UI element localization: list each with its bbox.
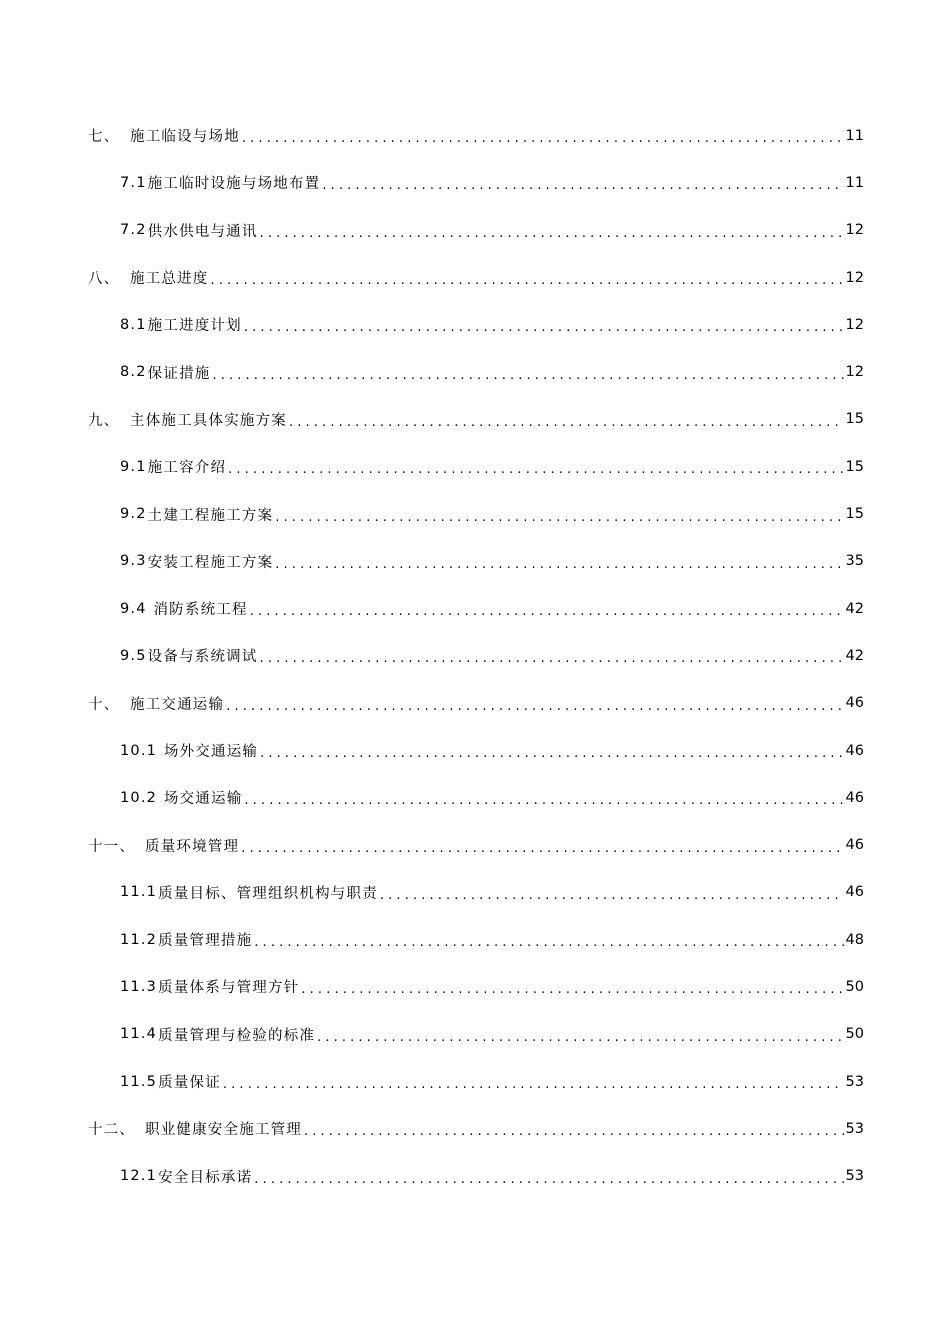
toc-entry[interactable] [0, 869, 950, 916]
toc-entry-page: 46 [845, 789, 864, 806]
toc-entry[interactable] [0, 1058, 950, 1105]
toc-entry-page: 53 [845, 1168, 864, 1185]
toc-entry-page: 11 [845, 127, 864, 144]
toc-entry-page: 12 [845, 316, 864, 333]
toc-entry[interactable] [0, 585, 950, 632]
toc-entry-page: 46 [845, 742, 864, 759]
toc-entry[interactable] [0, 159, 950, 206]
toc-entry-page: 50 [845, 1026, 864, 1043]
toc-entry-page: 11 [845, 174, 864, 191]
toc-entry[interactable] [0, 1153, 950, 1200]
table-of-contents [0, 112, 950, 1200]
toc-entry-title: 施工总进度 [130, 271, 209, 288]
toc-entry-title: 施工临设与场地 [130, 129, 240, 146]
toc-entry-title: 安装工程施工方案 [147, 554, 274, 571]
toc-entry-page: 53 [845, 1120, 864, 1137]
toc-entry[interactable] [0, 774, 950, 821]
toc-entry-page: 48 [845, 931, 864, 948]
toc-entry-title: 施工进度计划 [147, 318, 242, 335]
toc-entry-page: 15 [845, 506, 864, 523]
toc-entry-title: 质量目标、管理组织机构与职责 [158, 885, 378, 902]
dot-leader [322, 178, 843, 193]
toc-entry-title: 消防系统工程 [153, 602, 248, 619]
toc-entry-page: 50 [845, 978, 864, 995]
dot-leader [244, 793, 843, 808]
toc-entry-number: 11.3 [120, 978, 158, 995]
toc-entry[interactable] [0, 348, 950, 395]
toc-entry-title: 安全目标承诺 [158, 1169, 253, 1186]
dot-leader [260, 226, 844, 241]
toc-entry-number: 十一、 [88, 838, 136, 855]
toc-entry-title: 场外交通运输 [163, 744, 259, 760]
toc-entry-title: 质量环境管理 [145, 838, 240, 855]
toc-entry-page: 42 [845, 600, 864, 617]
toc-entry[interactable] [0, 727, 950, 774]
toc-entry-number: 十二、 [88, 1122, 136, 1139]
toc-entry-number: 11.5 [120, 1073, 158, 1090]
toc-entry-title: 供水供电与通讯 [147, 223, 258, 240]
dot-leader [211, 273, 844, 288]
toc-entry[interactable] [0, 301, 950, 348]
toc-entry-number: 7.1 [120, 174, 147, 191]
toc-entry-page: 46 [845, 837, 864, 854]
toc-entry-title: 职业健康安全施工管理 [145, 1122, 302, 1139]
toc-entry-number: 11.1 [120, 884, 158, 901]
toc-entry-number: 8.1 [120, 316, 147, 333]
toc-entry-number: 11.4 [120, 1026, 158, 1043]
toc-entry-page: 46 [845, 695, 864, 712]
toc-entry-number: 八、 [88, 271, 120, 288]
toc-entry-title: 质量体系与管理方针 [158, 980, 300, 997]
toc-entry-page: 42 [845, 647, 864, 664]
dot-leader [380, 888, 844, 903]
toc-entry-title: 场交通运输 [163, 791, 243, 808]
dot-leader [250, 604, 844, 619]
toc-entry-page: 12 [845, 222, 864, 239]
toc-entry[interactable] [0, 1105, 950, 1152]
dot-leader [289, 415, 844, 430]
toc-entry-page: 46 [845, 884, 864, 901]
dot-leader [228, 462, 843, 477]
toc-entry-number: 11.2 [120, 931, 158, 948]
toc-entry-page: 12 [845, 269, 864, 286]
toc-entry[interactable] [0, 207, 950, 254]
toc-entry[interactable] [0, 254, 950, 301]
dot-leader [301, 982, 843, 997]
toc-entry-title: 土建工程施工方案 [147, 507, 274, 524]
toc-entry-title: 质量保证 [158, 1075, 221, 1092]
toc-entry[interactable] [0, 396, 950, 443]
toc-entry-number: 9.1 [120, 458, 147, 475]
toc-entry-page: 53 [845, 1073, 864, 1090]
toc-entry-title: 施工容介绍 [147, 460, 227, 477]
toc-entry-number: 7.2 [120, 222, 147, 239]
dot-leader [244, 320, 844, 335]
toc-entry-title: 保证措施 [147, 365, 211, 382]
dot-leader [226, 699, 843, 714]
dot-leader [260, 746, 843, 761]
dot-leader [254, 935, 843, 950]
dot-leader [304, 1124, 844, 1139]
dot-leader [275, 557, 843, 572]
toc-entry-number: 8.2 [120, 364, 147, 381]
toc-entry[interactable] [0, 1011, 950, 1058]
toc-entry-page: 15 [845, 411, 864, 428]
toc-entry[interactable] [0, 916, 950, 963]
toc-entry-number: 九、 [88, 412, 120, 429]
dot-leader [212, 368, 843, 383]
toc-entry-number: 七、 [88, 129, 120, 146]
dot-leader [260, 651, 844, 666]
toc-entry[interactable] [0, 538, 950, 585]
toc-entry[interactable] [0, 443, 950, 490]
toc-entry-number: 9.2 [120, 506, 147, 523]
toc-entry-page: 15 [845, 458, 864, 475]
dot-leader [317, 1030, 843, 1045]
toc-entry-number: 10.2 [120, 789, 163, 806]
toc-entry-page: 12 [845, 364, 864, 381]
toc-entry-number: 12.1 [120, 1168, 158, 1185]
toc-entry-title: 施工交通运输 [130, 696, 225, 713]
toc-entry-title: 主体施工具体实施方案 [130, 412, 287, 429]
dot-leader [241, 841, 843, 856]
toc-entry[interactable] [0, 821, 950, 868]
toc-entry-title: 施工临时设施与场地布置 [147, 176, 321, 193]
toc-entry-page: 35 [845, 553, 864, 570]
toc-entry[interactable] [0, 632, 950, 679]
toc-entry-number: 10.1 [120, 742, 163, 759]
toc-entry[interactable] [0, 112, 950, 159]
toc-entry-title: 质量管理与检验的标准 [158, 1027, 316, 1044]
dot-leader [242, 131, 844, 146]
dot-leader [223, 1077, 844, 1092]
toc-entry-number: 9.4 [120, 600, 153, 617]
dot-leader [254, 1172, 843, 1187]
toc-entry-number: 9.5 [120, 647, 147, 664]
toc-entry[interactable] [0, 490, 950, 537]
toc-entry-number: 十、 [88, 696, 120, 713]
toc-entry[interactable] [0, 963, 950, 1010]
toc-entry[interactable] [0, 680, 950, 727]
toc-entry-number: 9.3 [120, 553, 147, 570]
toc-entry-title: 质量管理措施 [158, 933, 253, 950]
dot-leader [275, 510, 843, 525]
toc-entry-title: 设备与系统调试 [147, 649, 258, 666]
